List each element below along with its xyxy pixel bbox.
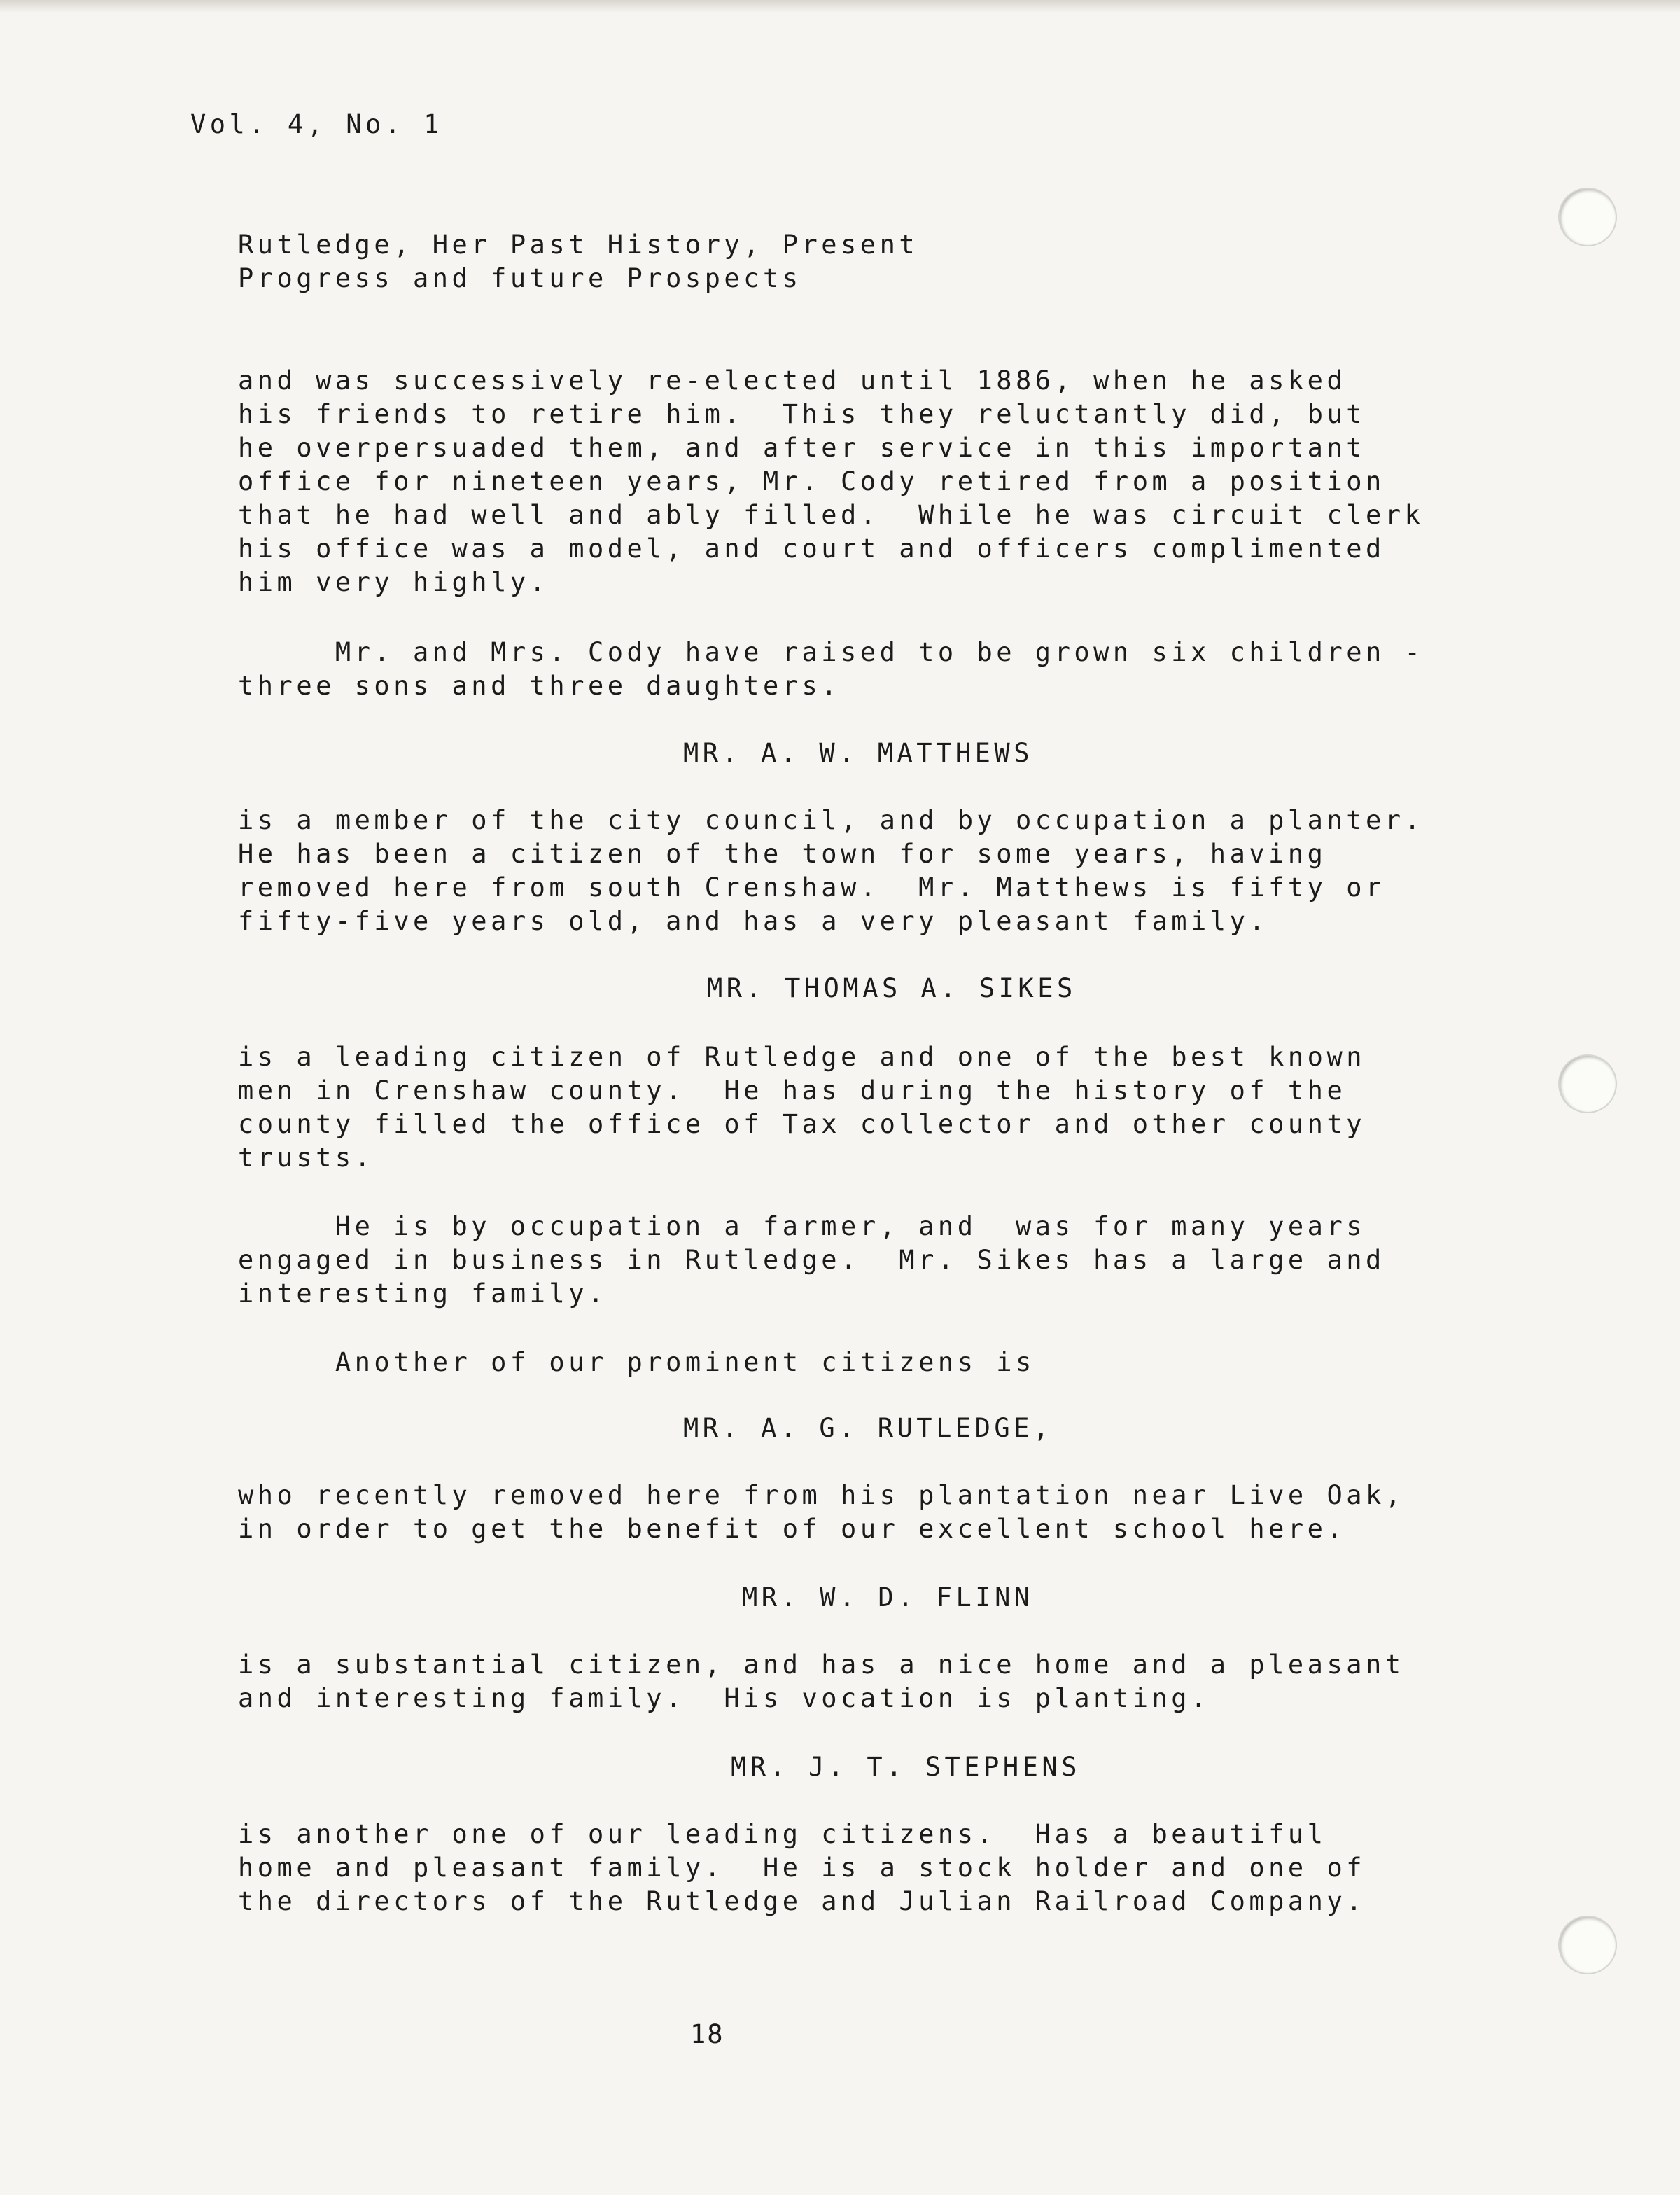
page-number: 18 [690,2019,724,2049]
paragraph-line: and was successively re-elected until 1886, when he asked [238,365,1347,396]
paragraph-line: who recently removed here from his plantation near Live Oak, [238,1480,1405,1510]
paragraph-line: his friends to retire him. This they reluctantly did, but [238,399,1366,429]
paragraph-line: removed here from south Crenshaw. Mr. Matthews is fifty or [238,872,1385,903]
article-title-line-2: Progress and future Prospects [238,263,802,293]
section-heading-sikes: MR. THOMAS A. SIKES [707,973,1077,1003]
paragraph-line: in order to get the benefit of our excellent school here. [238,1514,1347,1544]
scan-top-edge [0,0,1680,13]
punch-hole-middle [1560,1056,1616,1112]
paragraph-line: He is by occupation a farmer, and was for many years [238,1211,1366,1241]
paragraph-line: his office was a model, and court and officers complimented [238,534,1385,564]
paragraph-line: engaged in business in Rutledge. Mr. Sikes has a large and [238,1245,1385,1275]
paragraph-line: county filled the office of Tax collector and other county [238,1109,1366,1139]
section-heading-matthews: MR. A. W. MATTHEWS [683,738,1033,768]
paragraph-line: He has been a citizen of the town for some years, having [238,839,1327,869]
paragraph-line: office for nineteen years, Mr. Cody retired from a position [238,466,1385,496]
paragraph-line: interesting family. [238,1278,608,1309]
paragraph-line: Mr. and Mrs. Cody have raised to be grown six children - [238,637,1424,667]
punch-hole-top [1560,189,1616,245]
paragraph-line: he overpersuaded them, and after service in this important [238,433,1366,463]
volume-header: Vol. 4, No. 1 [190,109,444,139]
paragraph-line: him very highly. [238,567,550,597]
paragraph-line: is another one of our leading citizens. Has a beautiful [238,1819,1327,1849]
article-title-line-1: Rutledge, Her Past History, Present [238,230,919,260]
paragraph-line: men in Crenshaw county. He has during the history of the [238,1075,1347,1106]
punch-hole-bottom [1560,1917,1616,1973]
paragraph-line: is a substantial citizen, and has a nice home and a pleasant [238,1650,1405,1680]
paragraph-line: and interesting family. His vocation is planting. [238,1683,1210,1713]
section-heading-stephens: MR. J. T. STEPHENS [731,1752,1081,1782]
paragraph-line: that he had well and ably filled. While he was circuit clerk [238,500,1424,530]
paragraph-line: fifty-five years old, and has a very pleasant family. [238,906,1269,936]
paragraph-line: the directors of the Rutledge and Julian Railroad Company. [238,1886,1366,1916]
paragraph-line: is a leading citizen of Rutledge and one of the best known [238,1042,1366,1072]
section-heading-rutledge: MR. A. G. RUTLEDGE, [683,1413,1053,1443]
section-heading-flinn: MR. W. D. FLINN [742,1582,1034,1612]
paragraph-line: Another of our prominent citizens is [238,1347,1035,1377]
paragraph-line: trusts. [238,1143,374,1173]
paragraph-line: is a member of the city council, and by occupation a planter. [238,805,1424,835]
paragraph-line: three sons and three daughters. [238,671,841,701]
paragraph-line: home and pleasant family. He is a stock holder and one of [238,1853,1366,1883]
